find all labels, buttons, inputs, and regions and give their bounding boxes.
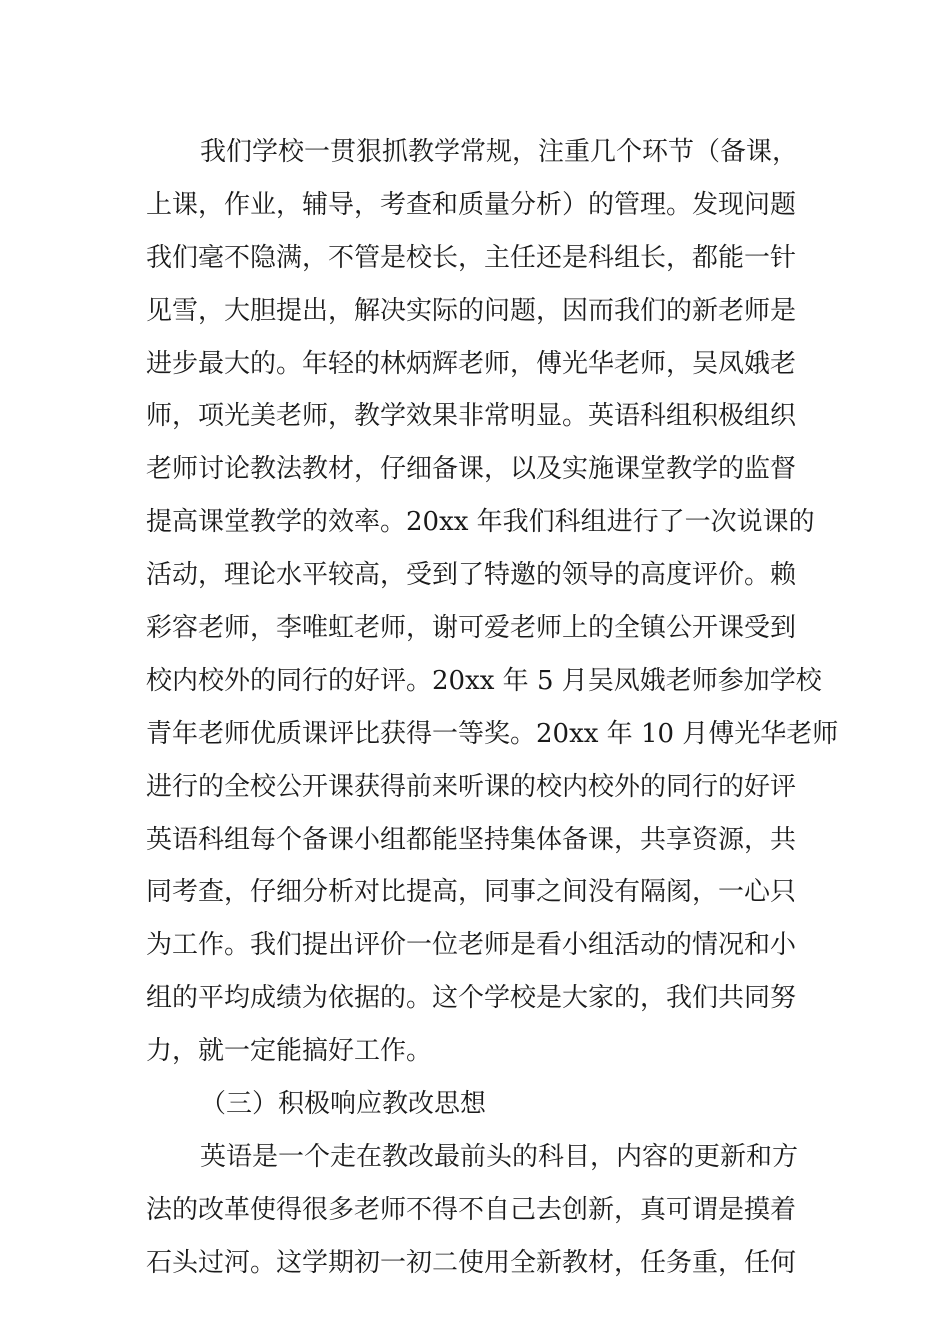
paragraph-line: 见雪，大胆提出，解决实际的问题，因而我们的新老师是 <box>146 295 797 326</box>
paragraph-line: 我们毫不隐满，不管是校长，主任还是科组长，都能一针 <box>146 242 797 273</box>
paragraph-line: 提高课堂教学的效率。20xx 年我们科组进行了一次说课的 <box>146 507 815 538</box>
paragraph-line: 上课，作业，辅导，考查和质量分析）的管理。发现问题 <box>146 189 797 220</box>
paragraph-line: 法的改革使得很多老师不得不自己去创新，真可谓是摸着 <box>146 1194 797 1225</box>
paragraph-line: 力，就一定能搞好工作。 <box>146 1036 433 1067</box>
paragraph-line: 校内校外的同行的好评。20xx 年 5 月吴凤娥老师参加学校 <box>146 665 822 696</box>
paragraph-line: 进步最大的。年轻的林炳辉老师，傅光华老师，吴凤娥老 <box>146 348 797 379</box>
paragraph-line: 英语是一个走在教改最前头的科目，内容的更新和方 <box>200 1141 799 1172</box>
paragraph-line: 彩容老师，李唯虹老师，谢可爱老师上的全镇公开课受到 <box>146 613 797 644</box>
paragraph-line: 进行的全校公开课获得前来听课的校内校外的同行的好评 <box>146 771 797 802</box>
paragraph-line: 组的平均成绩为依据的。这个学校是大家的，我们共同努 <box>146 983 797 1014</box>
paragraph-line: 同考查，仔细分析对比提高，同事之间没有隔阂，一心只 <box>146 877 797 908</box>
paragraph-line: 师，项光美老师，教学效果非常明显。英语科组积极组织 <box>146 401 797 432</box>
paragraph-line: 英语科组每个备课小组都能坚持集体备课，共享资源，共 <box>146 824 797 855</box>
paragraph-line: 为工作。我们提出评价一位老师是看小组活动的情况和小 <box>146 930 797 961</box>
document-page <box>146 126 839 1290</box>
paragraph-line: 石头过河。这学期初一初二使用全新教材，任务重，任何 <box>146 1247 797 1278</box>
section-heading: （三）积极响应教改思想 <box>200 1089 487 1120</box>
paragraph-line: 老师讨论教法教材，仔细备课，以及实施课堂教学的监督 <box>146 454 797 485</box>
paragraph-line: 活动，理论水平较高，受到了特邀的领导的高度评价。赖 <box>146 560 797 591</box>
paragraph-line: 青年老师优质课评比获得一等奖。20xx 年 10 月傅光华老师 <box>146 718 839 749</box>
paragraph-line: 我们学校一贯狠抓教学常规，注重几个环节（备课， <box>200 137 799 167</box>
